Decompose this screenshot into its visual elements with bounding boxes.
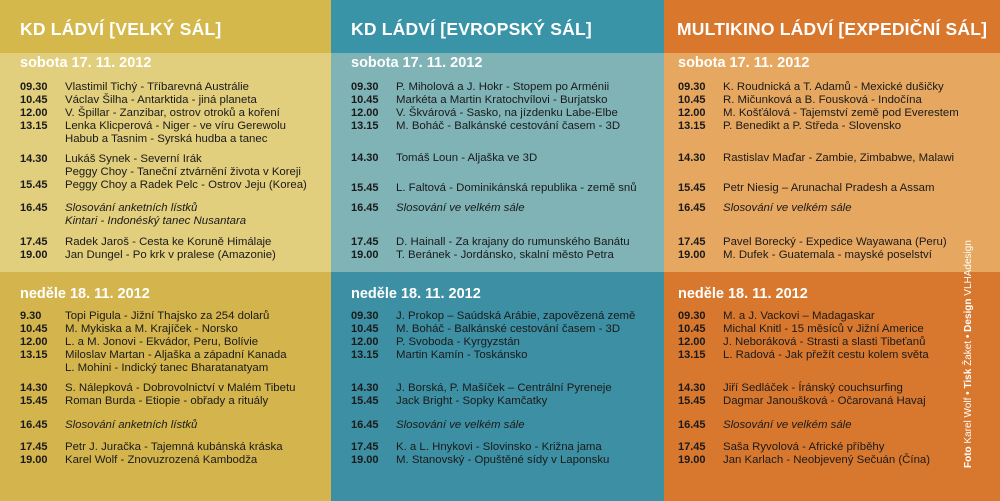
entry-title: L. a M. Jonovi - Ekvádor, Peru, Bolívie bbox=[65, 336, 259, 348]
entry-title: Kintari - Indonéský tanec Nusantara bbox=[65, 215, 247, 227]
entry-time: 14.30 bbox=[20, 382, 48, 394]
entry-time: 10.45 bbox=[20, 94, 48, 106]
column-header bbox=[0, 0, 331, 53]
entry-time: 19.00 bbox=[351, 249, 379, 261]
entry-time: 19.00 bbox=[20, 249, 48, 261]
entry-time: 12.00 bbox=[351, 336, 379, 348]
entry-time: 10.45 bbox=[678, 94, 706, 106]
day-block-sunday bbox=[664, 272, 1000, 501]
entry-title: Pavel Borecký - Expedice Wayawana (Peru) bbox=[723, 236, 947, 248]
entry-title: L. Radová - Jak přežít cestu kolem světa bbox=[723, 349, 929, 361]
credit-foto-name: Karel Wolf bbox=[963, 397, 974, 444]
entry-title: Michal Knitl - 15 měsíců v Jižní Americe bbox=[723, 323, 924, 335]
entry-time: 15.45 bbox=[678, 395, 706, 407]
entry-title: Karel Wolf - Znovuzrozená Kambodža bbox=[65, 454, 258, 466]
entry-time: 12.00 bbox=[20, 107, 48, 119]
credits-vertical bbox=[963, 0, 974, 468]
entry-time: 10.45 bbox=[351, 323, 379, 335]
entry-title: K. a L. Hnykovi - Slovinsko - Križna jama bbox=[396, 441, 602, 453]
day-heading: neděle 18. 11. 2012 bbox=[678, 286, 808, 302]
entry-title: Lenka Klicperová - Niger - ve víru Gerewolu bbox=[65, 120, 286, 132]
entry-title: M. Boháč - Balkánské cestování časem - 3D bbox=[396, 120, 621, 132]
entry-title: Slosování ve velkém sále bbox=[723, 419, 852, 431]
entry-title: Tomáš Loun - Aljaška ve 3D bbox=[396, 152, 538, 164]
credit-separator: • bbox=[963, 334, 974, 339]
entry-title: Vlastimil Tichý - Tříbarevná Austrálie bbox=[65, 81, 250, 93]
entry-time: 15.45 bbox=[351, 395, 379, 407]
entry-time: 12.00 bbox=[351, 107, 379, 119]
entry-title: P. Svoboda - Kyrgyzstán bbox=[396, 336, 520, 348]
day-block-sunday bbox=[331, 272, 664, 501]
entry-title: Martin Kamín - Toskánsko bbox=[396, 349, 528, 361]
entry-title: P. Benedikt a P. Středa - Slovensko bbox=[723, 120, 902, 132]
entry-time: 17.45 bbox=[20, 236, 48, 248]
entry-time: 17.45 bbox=[351, 441, 379, 453]
entry-title: J. Prokop – Saúdská Arábie, zapovězená země bbox=[396, 310, 636, 322]
venue-title: KD LÁDVÍ [EVROPSKÝ SÁL] bbox=[351, 19, 592, 39]
column-velky-sal bbox=[0, 0, 331, 501]
entry-time: 13.15 bbox=[20, 120, 48, 132]
entry-title: J. Neboráková - Strasti a slasti Tibeťanů bbox=[723, 336, 926, 348]
entry-title: P. Miholová a J. Hokr - Stopem po Arménii bbox=[396, 81, 610, 93]
entry-title: Jan Dungel - Po krk v pralese (Amazonie) bbox=[65, 249, 276, 261]
entry-time: 14.30 bbox=[678, 382, 706, 394]
entry-time: 16.45 bbox=[351, 202, 379, 214]
entry-title: K. Roudnická a T. Adamů - Mexické dušičky bbox=[723, 81, 944, 93]
entry-title: Rastislav Maďar - Zambie, Zimbabwe, Malawi bbox=[723, 152, 955, 164]
credit-tisk-name: Žaket bbox=[963, 340, 974, 366]
entry-time: 14.30 bbox=[20, 153, 48, 165]
entry-title: M. Stanovský - Opuštěné sídy v Laponsku bbox=[396, 454, 610, 466]
entry-time: 16.45 bbox=[20, 419, 48, 431]
credit-foto-label: Foto bbox=[963, 446, 974, 468]
entry-time: 13.15 bbox=[678, 120, 706, 132]
entry-title: L. Mohini - Indický tanec Bharatanatyam bbox=[65, 362, 269, 374]
column-expedicni-sal bbox=[664, 0, 1000, 501]
venue-title: MULTIKINO LÁDVÍ [EXPEDIČNÍ SÁL] bbox=[677, 19, 988, 39]
entry-time: 12.00 bbox=[20, 336, 48, 348]
entry-title: Slosování ve velkém sále bbox=[396, 419, 525, 431]
entry-title: D. Hainall - Za krajany do rumunského Banátu bbox=[396, 236, 630, 248]
entry-title: Peggy Choy a Radek Pelc - Ostrov Jeju (Korea) bbox=[65, 179, 307, 191]
day-heading: sobota 17. 11. 2012 bbox=[351, 55, 483, 71]
entry-title: Slosování ve velkém sále bbox=[396, 202, 525, 214]
credit-design-label: Design bbox=[963, 298, 974, 332]
entry-time: 17.45 bbox=[678, 441, 706, 453]
day-heading: neděle 18. 11. 2012 bbox=[351, 286, 481, 302]
entry-title: Petr Niesig – Arunachal Pradesh a Assam bbox=[723, 182, 935, 194]
entry-time: 14.30 bbox=[351, 152, 379, 164]
entry-time: 09.30 bbox=[20, 81, 48, 93]
entry-time: 16.45 bbox=[678, 419, 706, 431]
entry-title: M. Košťálová - Tajemství země pod Everestem bbox=[723, 107, 959, 119]
entry-time: 12.00 bbox=[678, 107, 706, 119]
entry-time: 19.00 bbox=[678, 454, 706, 466]
entry-time: 10.45 bbox=[678, 323, 706, 335]
entry-title: V. Špillar - Zanzibar, ostrov otroků a koření bbox=[65, 107, 280, 119]
entry-title: Slosování anketních lístků bbox=[65, 419, 198, 431]
entry-title: Radek Jaroš - Cesta ke Koruně Himálaje bbox=[65, 236, 272, 248]
entry-time: 15.45 bbox=[20, 395, 48, 407]
entry-time: 09.30 bbox=[678, 81, 706, 93]
entry-title: Topi Pigula - Jižní Thajsko za 254 dolarů bbox=[65, 310, 270, 322]
column-evropsky-sal bbox=[331, 0, 664, 501]
entry-title: Václav Šilha - Antarktida - jiná planeta bbox=[65, 94, 257, 106]
entry-title: Markéta a Martin Kratochvílovi - Burjatsko bbox=[396, 94, 608, 106]
entry-title: Miloslav Martan - Aljaška a západní Kanada bbox=[65, 349, 287, 361]
entry-time: 14.30 bbox=[351, 382, 379, 394]
entry-time: 13.15 bbox=[351, 120, 379, 132]
day-block-saturday bbox=[664, 53, 1000, 272]
entry-time: 19.00 bbox=[351, 454, 379, 466]
credit-separator: • bbox=[963, 391, 974, 395]
entry-title: Dagmar Janoušková - Očarovaná Havaj bbox=[723, 395, 926, 407]
entry-time: 13.15 bbox=[678, 349, 706, 361]
column-header bbox=[331, 0, 664, 53]
entry-title: Saša Ryvolová - Africké příběhy bbox=[723, 441, 885, 453]
entry-title: Habub a Tasnim - Syrská hudba a tanec bbox=[65, 133, 268, 145]
entry-title: Jan Karlach - Neobjevený Sečuán (Čína) bbox=[723, 454, 931, 466]
entry-time: 10.45 bbox=[351, 94, 379, 106]
entry-time: 16.45 bbox=[20, 202, 48, 214]
entry-time: 17.45 bbox=[351, 236, 379, 248]
entry-time: 13.15 bbox=[20, 349, 48, 361]
entry-title: R. Mičunková a B. Fousková - Indočína bbox=[723, 94, 922, 106]
credit-design-name: VLHAdesign bbox=[963, 240, 974, 296]
entry-time: 13.15 bbox=[351, 349, 379, 361]
venue-title: KD LÁDVÍ [VELKÝ SÁL] bbox=[20, 19, 222, 39]
entry-title: Jiří Sedláček - Íránský couchsurfing bbox=[723, 382, 903, 394]
entry-time: 17.45 bbox=[678, 236, 706, 248]
entry-time: 15.45 bbox=[678, 182, 706, 194]
entry-time: 9.30 bbox=[20, 310, 42, 322]
entry-title: V. Škvárová - Sasko, na jízdenku Labe-Elbe bbox=[396, 107, 618, 119]
entry-time: 19.00 bbox=[20, 454, 48, 466]
entry-title: M. Mykiska a M. Krajíček - Norsko bbox=[65, 323, 238, 335]
entry-time: 09.30 bbox=[351, 310, 379, 322]
entry-title: Slosování ve velkém sále bbox=[723, 202, 852, 214]
day-heading: neděle 18. 11. 2012 bbox=[20, 286, 150, 302]
entry-time: 14.30 bbox=[678, 152, 706, 164]
day-block-saturday bbox=[331, 53, 664, 272]
entry-title: Lukáš Synek - Severní Irák bbox=[65, 153, 202, 165]
entry-time: 15.45 bbox=[20, 179, 48, 191]
entry-time: 19.00 bbox=[678, 249, 706, 261]
entry-time: 12.00 bbox=[678, 336, 706, 348]
entry-time: 17.45 bbox=[20, 441, 48, 453]
entry-time: 15.45 bbox=[351, 182, 379, 194]
entry-time: 09.30 bbox=[678, 310, 706, 322]
entry-time: 09.30 bbox=[351, 81, 379, 93]
entry-title: Peggy Choy - Taneční ztvárnění života v Koreji bbox=[65, 166, 301, 178]
entry-title: Jack Bright - Sopky Kamčatky bbox=[396, 395, 548, 407]
entry-title: Roman Burda - Etiopie - obřady a rituály bbox=[65, 395, 269, 407]
entry-title: L. Faltová - Dominikánská republika - země snů bbox=[396, 182, 637, 194]
entry-title: S. Nálepková - Dobrovolnictví v Malém Tibetu bbox=[65, 382, 296, 394]
entry-time: 10.45 bbox=[20, 323, 48, 335]
entry-title: J. Borská, P. Mašíček – Centrální Pyreneje bbox=[396, 382, 612, 394]
entry-title: Slosování anketních lístků bbox=[65, 202, 198, 214]
day-heading: sobota 17. 11. 2012 bbox=[20, 55, 152, 71]
entry-title: M. Boháč - Balkánské cestování časem - 3D bbox=[396, 323, 621, 335]
column-header bbox=[664, 0, 1000, 53]
entry-title: M. Dufek - Guatemala - mayské poselství bbox=[723, 249, 932, 261]
entry-title: M. a J. Vackovi – Madagaskar bbox=[723, 310, 875, 322]
entry-title: Petr J. Juračka - Tajemná kubánská kráska bbox=[65, 441, 283, 453]
day-heading: sobota 17. 11. 2012 bbox=[678, 55, 810, 71]
day-block-sunday bbox=[0, 272, 331, 501]
entry-time: 16.45 bbox=[678, 202, 706, 214]
entry-title: T. Beránek - Jordánsko, skalní město Petra bbox=[396, 249, 614, 261]
credit-tisk-label: Tisk bbox=[963, 368, 974, 389]
entry-time: 16.45 bbox=[351, 419, 379, 431]
day-block-saturday bbox=[0, 53, 331, 272]
